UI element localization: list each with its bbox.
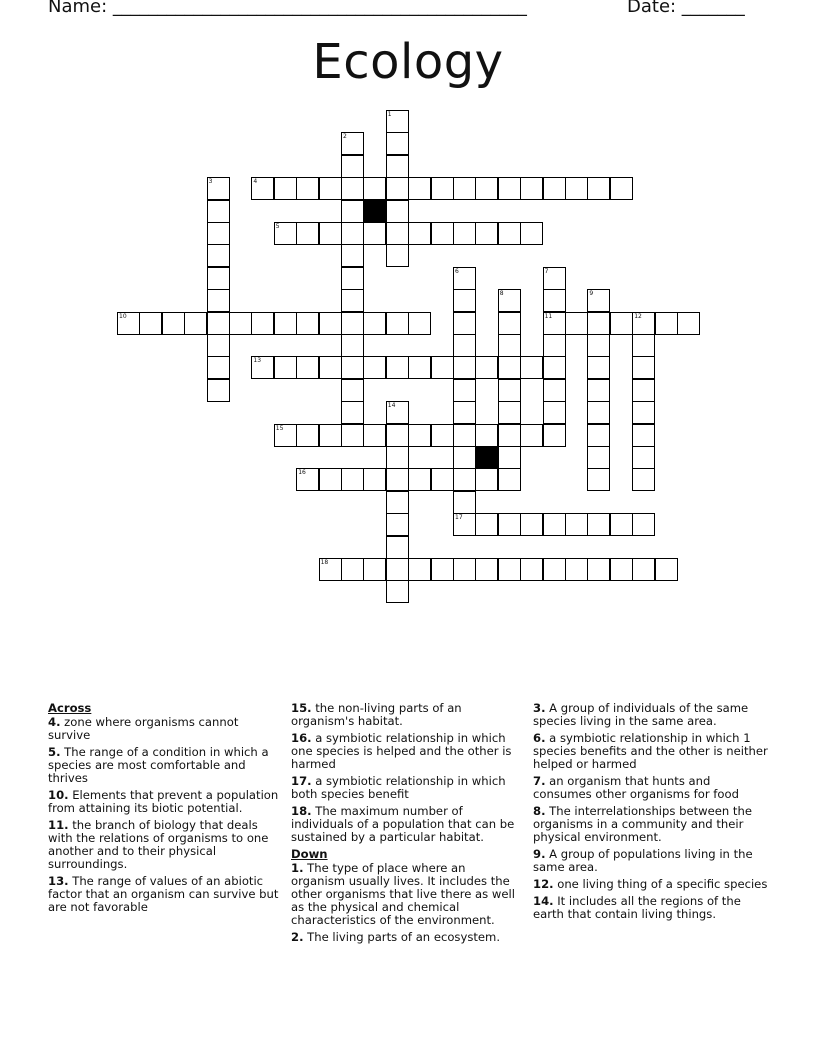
answer-cell[interactable] (565, 312, 588, 335)
answer-cell[interactable] (498, 222, 521, 245)
answer-cell[interactable] (587, 312, 610, 335)
answer-cell[interactable] (431, 468, 454, 491)
clue-text: The interrelationships between the organisms in a community and their physical environment. (533, 804, 752, 844)
clue-number: 13 (253, 357, 262, 365)
answer-cell[interactable] (453, 379, 476, 402)
answer-cell[interactable] (431, 222, 454, 245)
answer-cell[interactable] (341, 334, 364, 357)
clue (533, 775, 768, 801)
answer-cell[interactable] (386, 200, 409, 223)
answer-cell[interactable] (341, 132, 364, 155)
date-field-label: Date: _______ (627, 0, 745, 17)
answer-cell[interactable] (475, 177, 498, 200)
answer-cell[interactable] (408, 222, 431, 245)
clue-text: a symbiotic relationship in which one species is helped and the other is harmed (291, 731, 512, 771)
answer-cell[interactable] (363, 356, 386, 379)
answer-cell[interactable] (408, 424, 431, 447)
clue-number: 11. (48, 818, 69, 832)
clue-text: The range of a condition in which a species are most comfortable and thrives (48, 745, 269, 785)
answer-cell[interactable] (296, 356, 319, 379)
answer-cell[interactable] (610, 177, 633, 200)
answer-cell[interactable] (207, 312, 230, 335)
answer-cell[interactable] (587, 379, 610, 402)
answer-cell[interactable] (207, 334, 230, 357)
answer-cell[interactable] (453, 513, 476, 536)
answer-cell[interactable] (543, 424, 566, 447)
answer-cell[interactable] (587, 558, 610, 581)
answer-cell[interactable] (610, 312, 633, 335)
clue-text: A group of individuals of the same species living in the same area. (533, 701, 749, 728)
answer-cell[interactable] (162, 312, 185, 335)
answer-cell[interactable] (296, 424, 319, 447)
answer-cell[interactable] (386, 356, 409, 379)
answer-cell[interactable] (475, 513, 498, 536)
clue-number: 2 (343, 133, 347, 141)
answer-cell[interactable] (229, 312, 252, 335)
black-cell (363, 200, 386, 223)
clue (48, 875, 280, 914)
clue-text: A group of populations living in the same area. (533, 847, 753, 874)
answer-cell[interactable] (543, 267, 566, 290)
clue-text: the branch of biology that deals with the relations of organisms to one another and to their physical surroundings. (48, 818, 269, 871)
answer-cell[interactable] (587, 424, 610, 447)
answer-cell[interactable] (498, 312, 521, 335)
clue-number: 8 (499, 290, 504, 298)
clue-number: 4. (48, 715, 61, 729)
answer-cell[interactable] (587, 356, 610, 379)
answer-cell[interactable] (341, 289, 364, 312)
answer-cell[interactable] (453, 334, 476, 357)
clue-number: 12. (533, 877, 554, 891)
clue-number: 18 (320, 559, 329, 566)
clue-number: 17 (455, 514, 463, 522)
clue-number: 3 (208, 178, 213, 186)
clue (533, 702, 768, 728)
answer-cell[interactable] (386, 536, 409, 559)
answer-cell[interactable] (587, 446, 610, 469)
answer-cell[interactable] (587, 468, 610, 491)
clues-column-2 (291, 702, 523, 948)
answer-cell[interactable] (341, 401, 364, 424)
clue (291, 805, 523, 844)
answer-cell[interactable] (498, 177, 521, 200)
answer-cell[interactable] (587, 289, 610, 312)
answer-cell[interactable] (386, 491, 409, 514)
answer-cell[interactable] (363, 424, 386, 447)
answer-cell[interactable] (632, 356, 655, 379)
answer-cell[interactable] (363, 177, 386, 200)
clue-text: The range of values of an abiotic factor that an organism can survive but are not favorable (48, 874, 279, 914)
answer-cell[interactable] (319, 558, 342, 581)
answer-cell[interactable] (341, 312, 364, 335)
clue (291, 775, 523, 801)
answer-cell[interactable] (655, 558, 678, 581)
answer-cell[interactable] (520, 513, 543, 536)
answer-cell[interactable] (408, 356, 431, 379)
answer-cell[interactable] (207, 267, 230, 290)
answer-cell[interactable] (498, 446, 521, 469)
answer-cell[interactable] (296, 177, 319, 200)
clue-number: 13. (48, 874, 69, 888)
clue-number: 1 (387, 111, 392, 118)
answer-cell[interactable] (632, 468, 655, 491)
answer-cell[interactable] (207, 222, 230, 245)
answer-cell[interactable] (453, 356, 476, 379)
answer-cell[interactable] (363, 468, 386, 491)
answer-cell[interactable] (498, 558, 521, 581)
clue-number: 6. (533, 731, 546, 745)
answer-cell[interactable] (207, 289, 230, 312)
answer-cell[interactable] (341, 200, 364, 223)
answer-cell[interactable] (408, 468, 431, 491)
answer-cell[interactable] (543, 401, 566, 424)
clue (291, 862, 523, 927)
clue-number: 8. (533, 804, 546, 818)
clue (48, 716, 280, 742)
answer-cell[interactable] (386, 177, 409, 200)
clue-text: a symbiotic relationship in which both species benefit (291, 774, 506, 801)
answer-cell[interactable] (498, 513, 521, 536)
answer-cell[interactable] (431, 558, 454, 581)
answer-cell[interactable] (520, 356, 543, 379)
answer-cell[interactable] (386, 468, 409, 491)
clue-number: 10 (119, 312, 127, 320)
clue-number: 2. (291, 930, 304, 944)
answer-cell[interactable] (475, 468, 498, 491)
answer-cell[interactable] (498, 424, 521, 447)
answer-cell[interactable] (677, 312, 700, 335)
answer-cell[interactable] (632, 446, 655, 469)
clue-number: 11 (544, 312, 553, 320)
answer-cell[interactable] (274, 312, 297, 335)
answer-cell[interactable] (386, 558, 409, 581)
answer-cell[interactable] (207, 379, 230, 402)
answer-cell[interactable] (319, 177, 342, 200)
answer-cell[interactable] (341, 177, 364, 200)
down-clue-list-continued (533, 702, 768, 921)
answer-cell[interactable] (319, 356, 342, 379)
answer-cell[interactable] (543, 289, 566, 312)
answer-cell[interactable] (207, 200, 230, 223)
answer-cell[interactable] (117, 312, 140, 335)
answer-cell[interactable] (632, 424, 655, 447)
answer-cell[interactable] (520, 222, 543, 245)
answer-cell[interactable] (520, 558, 543, 581)
clue-number: 15. (291, 701, 312, 715)
answer-cell[interactable] (632, 401, 655, 424)
clue (291, 931, 523, 944)
clue-number: 1. (291, 861, 304, 875)
answer-cell[interactable] (475, 356, 498, 379)
answer-cell[interactable] (543, 558, 566, 581)
clue-text: the non-living parts of an organism's habitat. (291, 701, 462, 728)
across-clue-list (48, 716, 280, 914)
answer-cell[interactable] (207, 356, 230, 379)
answer-cell[interactable] (453, 289, 476, 312)
answer-cell[interactable] (498, 356, 521, 379)
answer-cell[interactable] (498, 401, 521, 424)
answer-cell[interactable] (453, 491, 476, 514)
answer-cell[interactable] (319, 222, 342, 245)
clue-number: 14 (387, 402, 396, 410)
answer-cell[interactable] (386, 244, 409, 267)
clue-number: 17. (291, 774, 312, 788)
answer-cell[interactable] (632, 379, 655, 402)
clue-number: 7. (533, 774, 546, 788)
clue-number: 5 (275, 223, 280, 230)
answer-cell[interactable] (453, 424, 476, 447)
answer-cell[interactable] (543, 312, 566, 335)
answer-cell[interactable] (296, 468, 319, 491)
answer-cell[interactable] (341, 468, 364, 491)
clue-number: 4 (253, 178, 258, 186)
answer-cell[interactable] (139, 312, 162, 335)
name-field-label: Name: ______________________________________________ (48, 0, 527, 17)
answer-cell[interactable] (386, 446, 409, 469)
answer-cell[interactable] (296, 312, 319, 335)
clue (291, 732, 523, 771)
clue-number: 5. (48, 745, 61, 759)
answer-cell[interactable] (632, 513, 655, 536)
answer-cell[interactable] (341, 379, 364, 402)
clue-number: 16. (291, 731, 312, 745)
page-title: Ecology (312, 34, 504, 90)
answer-cell[interactable] (453, 312, 476, 335)
across-clue-list-continued (291, 702, 523, 844)
answer-cell[interactable] (363, 558, 386, 581)
answer-cell[interactable] (453, 468, 476, 491)
down-heading: Down (291, 847, 328, 861)
answer-cell[interactable] (431, 424, 454, 447)
answer-cell[interactable] (274, 424, 297, 447)
clue-number: 7 (544, 267, 549, 275)
answer-cell[interactable] (184, 312, 207, 335)
clue (48, 746, 280, 785)
answer-cell[interactable] (498, 289, 521, 312)
answer-cell[interactable] (475, 424, 498, 447)
answer-cell[interactable] (453, 558, 476, 581)
clue (291, 702, 523, 728)
answer-cell[interactable] (565, 558, 588, 581)
clue-text: Elements that prevent a population from attaining its biotic potential. (48, 788, 279, 815)
clue-text: The type of place where an organism usually lives. It includes the other organisms that live there as well as the physical and chemical characteristics of the environment. (291, 861, 515, 927)
answer-cell[interactable] (296, 222, 319, 245)
answer-cell[interactable] (498, 468, 521, 491)
answer-cell[interactable] (431, 356, 454, 379)
answer-cell[interactable] (475, 558, 498, 581)
down-clue-list (291, 862, 523, 944)
answer-cell[interactable] (431, 177, 454, 200)
answer-cell[interactable] (386, 513, 409, 536)
answer-cell[interactable] (274, 356, 297, 379)
answer-cell[interactable] (543, 356, 566, 379)
clue-number: 12 (634, 312, 642, 320)
answer-cell[interactable] (386, 132, 409, 155)
answer-cell[interactable] (207, 177, 230, 200)
clues-column-3 (533, 702, 768, 925)
answer-cell[interactable] (319, 468, 342, 491)
clues-column-1 (48, 702, 280, 918)
answer-cell[interactable] (453, 222, 476, 245)
answer-cell[interactable] (251, 356, 274, 379)
answer-cell[interactable] (251, 177, 274, 200)
clue-text: one living thing of a specific species (553, 877, 768, 891)
answer-cell[interactable] (475, 222, 498, 245)
answer-cell[interactable] (386, 401, 409, 424)
answer-cell[interactable] (274, 222, 297, 245)
clue (533, 805, 768, 844)
answer-cell[interactable] (341, 222, 364, 245)
answer-cell[interactable] (498, 334, 521, 357)
answer-cell[interactable] (386, 580, 409, 603)
clue (48, 819, 280, 871)
answer-cell[interactable] (453, 446, 476, 469)
answer-cell[interactable] (565, 177, 588, 200)
answer-cell[interactable] (632, 312, 655, 335)
answer-cell[interactable] (386, 222, 409, 245)
answer-cell[interactable] (251, 312, 274, 335)
clue (533, 848, 768, 874)
answer-cell[interactable] (543, 177, 566, 200)
answer-cell[interactable] (408, 177, 431, 200)
answer-cell[interactable] (587, 513, 610, 536)
answer-cell[interactable] (587, 401, 610, 424)
answer-cell[interactable] (363, 222, 386, 245)
clue-number: 9 (589, 290, 594, 298)
clue-text: The living parts of an ecosystem. (303, 930, 501, 944)
answer-cell[interactable] (655, 312, 678, 335)
answer-cell[interactable] (453, 267, 476, 290)
answer-cell[interactable] (632, 558, 655, 581)
answer-cell[interactable] (453, 401, 476, 424)
answer-cell[interactable] (520, 424, 543, 447)
answer-cell[interactable] (386, 110, 409, 133)
clue (533, 895, 768, 921)
clue-number: 15 (275, 424, 284, 432)
answer-cell[interactable] (274, 177, 297, 200)
clue-number: 10. (48, 788, 69, 802)
answer-cell[interactable] (408, 558, 431, 581)
clue-text: It includes all the regions of the earth that contain living things. (533, 894, 741, 921)
answer-cell[interactable] (520, 177, 543, 200)
clue-text: an organism that hunts and consumes other organisms for food (533, 774, 739, 801)
clue (48, 789, 280, 815)
answer-cell[interactable] (453, 177, 476, 200)
clue-text: The maximum number of individuals of a population that can be sustained by a particular habitat. (291, 804, 515, 844)
answer-cell[interactable] (587, 177, 610, 200)
answer-cell[interactable] (543, 513, 566, 536)
answer-cell[interactable] (341, 244, 364, 267)
answer-cell[interactable] (543, 334, 566, 357)
answer-cell[interactable] (610, 558, 633, 581)
answer-cell[interactable] (565, 513, 588, 536)
clue-text: zone where organisms cannot survive (48, 715, 239, 742)
answer-cell[interactable] (386, 312, 409, 335)
answer-cell[interactable] (610, 513, 633, 536)
black-cell (475, 446, 498, 469)
clue-number: 16 (298, 469, 306, 477)
answer-cell[interactable] (341, 356, 364, 379)
clue-number: 3. (533, 701, 546, 715)
answer-cell[interactable] (543, 379, 566, 402)
answer-cell[interactable] (341, 155, 364, 178)
clue-number: 6 (455, 267, 459, 275)
answer-cell[interactable] (498, 379, 521, 402)
answer-cell[interactable] (319, 312, 342, 335)
answer-cell[interactable] (587, 334, 610, 357)
clue (533, 878, 768, 891)
answer-cell[interactable] (386, 155, 409, 178)
answer-cell[interactable] (207, 244, 230, 267)
clue-number: 18. (291, 804, 312, 818)
answer-cell[interactable] (363, 312, 386, 335)
answer-cell[interactable] (408, 312, 431, 335)
answer-cell[interactable] (341, 424, 364, 447)
answer-cell[interactable] (341, 267, 364, 290)
clue (533, 732, 768, 771)
answer-cell[interactable] (341, 558, 364, 581)
across-heading: Across (48, 701, 92, 715)
answer-cell[interactable] (386, 424, 409, 447)
clue-text: a symbiotic relationship in which 1 species benefits and the other is neither helped or harmed (533, 731, 768, 771)
answer-cell[interactable] (632, 334, 655, 357)
clue-number: 9. (533, 847, 546, 861)
clue-number: 14. (533, 894, 554, 908)
answer-cell[interactable] (319, 424, 342, 447)
